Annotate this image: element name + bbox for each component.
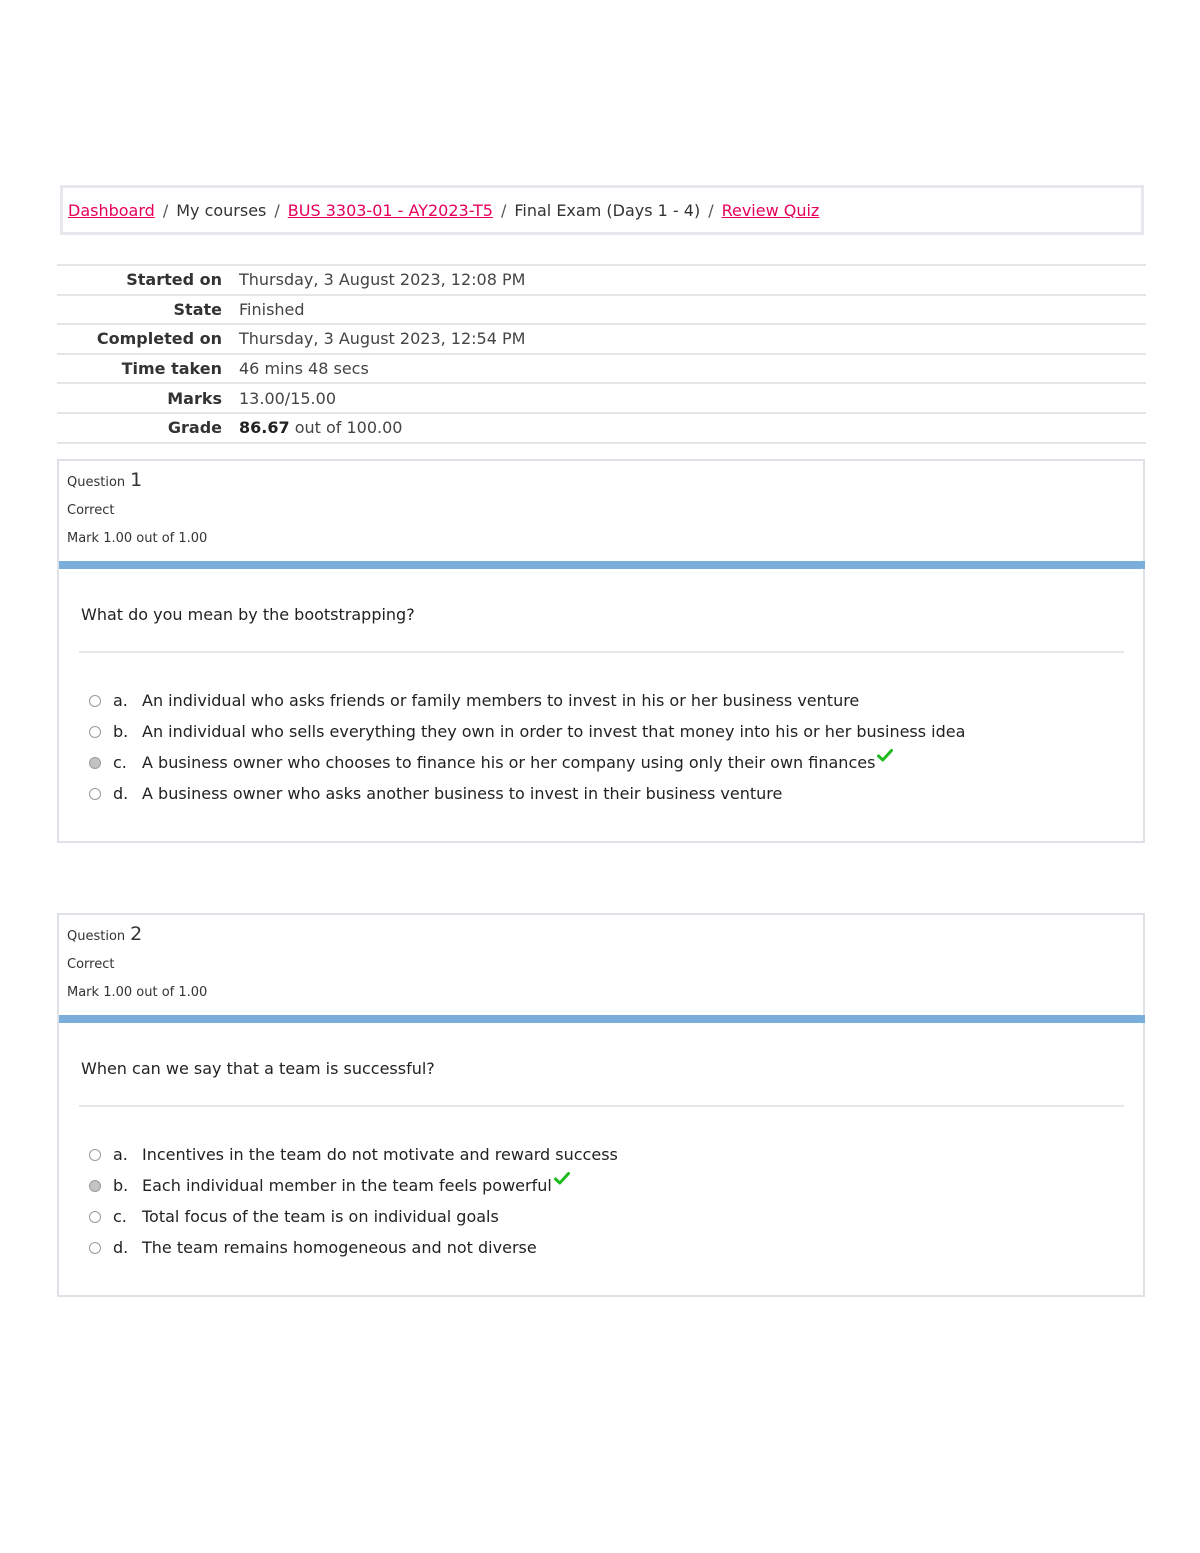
grade-score: 86.67: [239, 418, 290, 438]
answer-letter: b.: [113, 722, 129, 741]
answer-radio-selected[interactable]: [89, 1180, 101, 1192]
summary-row-marks: [57, 383, 1146, 413]
grade-out-of: out of 100.00: [294, 418, 403, 438]
answer-text: Incentives in the team do not motivate and reward success: [142, 1145, 618, 1164]
question-info: [67, 469, 207, 553]
answer-letter: a.: [113, 1145, 128, 1164]
check-icon: [877, 747, 893, 766]
summary-label: Grade: [167, 418, 222, 438]
breadcrumb-review-link[interactable]: Review Quiz: [721, 200, 820, 220]
answer-option: [89, 1201, 618, 1232]
answer-radio[interactable]: [89, 1149, 101, 1161]
summary-label: Time taken: [121, 359, 222, 379]
question-card: [57, 459, 1145, 843]
answer-option: [89, 685, 965, 716]
question-label: Question: [67, 929, 126, 944]
summary-value: 13.00/15.00: [239, 388, 336, 408]
summary-label: Marks: [167, 388, 222, 408]
attempt-summary-table: [57, 264, 1146, 444]
summary-row-time: [57, 354, 1146, 384]
answer-radio[interactable]: [89, 1242, 101, 1254]
question-number: [67, 469, 207, 495]
answer-option-selected: [89, 747, 965, 778]
answer-text: A business owner who chooses to finance his or her company using only their own finances: [142, 753, 876, 772]
answer-option: [89, 716, 965, 747]
answer-option-selected: [89, 1170, 618, 1201]
answer-option: [89, 1139, 618, 1170]
check-icon: [554, 1170, 570, 1189]
breadcrumb-separator: /: [708, 200, 714, 220]
answer-text: An individual who sells everything they own in order to invest that money into his or her business idea: [142, 722, 966, 741]
answer-radio[interactable]: [89, 788, 101, 800]
question-text: When can we say that a team is successful?: [81, 1059, 435, 1078]
answer-radio-selected[interactable]: [89, 757, 101, 769]
question-mark: Mark 1.00 out of 1.00: [67, 985, 208, 1000]
question-label: Question: [67, 475, 126, 490]
answer-radio[interactable]: [89, 1211, 101, 1223]
breadcrumb-dashboard-link[interactable]: Dashboard: [68, 200, 155, 220]
question-content: [59, 561, 1145, 843]
answer-list: [89, 685, 965, 809]
breadcrumb: [60, 185, 1144, 235]
question-number: [67, 923, 207, 949]
question-card: [57, 913, 1145, 1297]
summary-value: 46 mins 48 secs: [239, 359, 369, 379]
answer-radio[interactable]: [89, 695, 101, 707]
summary-value: [239, 413, 1146, 443]
answer-text: The team remains homogeneous and not diverse: [142, 1238, 537, 1257]
summary-row-completed: [57, 324, 1146, 354]
summary-row-grade: [57, 413, 1146, 443]
question-content: [59, 1015, 1145, 1297]
summary-value: Thursday, 3 August 2023, 12:08 PM: [239, 270, 526, 290]
question-divider: [79, 1105, 1124, 1107]
answer-letter: a.: [113, 691, 128, 710]
answer-letter: d.: [113, 784, 129, 803]
question-divider: [79, 651, 1124, 653]
question-state: Correct: [67, 503, 115, 518]
answer-text: Total focus of the team is on individual goals: [142, 1207, 499, 1226]
summary-value: Thursday, 3 August 2023, 12:54 PM: [239, 329, 526, 349]
answer-text: An individual who asks friends or family members to invest in his or her business venture: [142, 691, 860, 710]
answer-letter: c.: [113, 753, 127, 772]
breadcrumb-separator: /: [274, 200, 280, 220]
summary-row-started: [57, 265, 1146, 295]
answer-text: A business owner who asks another business to invest in their business venture: [142, 784, 783, 803]
breadcrumb-my-courses: My courses: [176, 200, 267, 220]
question-mark: Mark 1.00 out of 1.00: [67, 531, 208, 546]
answer-radio[interactable]: [89, 726, 101, 738]
summary-label: State: [173, 299, 222, 319]
question-number-value: 2: [130, 923, 143, 945]
answer-letter: c.: [113, 1207, 127, 1226]
summary-label: Started on: [126, 270, 222, 290]
answer-option: [89, 1232, 618, 1263]
breadcrumb-course-link[interactable]: BUS 3303-01 - AY2023-T5: [287, 200, 493, 220]
breadcrumb-separator: /: [162, 200, 169, 220]
question-state: Correct: [67, 957, 115, 972]
answer-list: [89, 1139, 618, 1263]
question-number-value: 1: [130, 469, 143, 491]
breadcrumb-exam: Final Exam (Days 1 - 4): [514, 200, 701, 220]
answer-text: Each individual member in the team feels powerful: [142, 1176, 552, 1195]
answer-letter: b.: [113, 1176, 129, 1195]
question-text: What do you mean by the bootstrapping?: [81, 605, 415, 624]
summary-value: Finished: [239, 299, 305, 319]
summary-label: Completed on: [96, 329, 222, 349]
answer-option: [89, 778, 965, 809]
answer-letter: d.: [113, 1238, 129, 1257]
question-info: [67, 923, 207, 1007]
breadcrumb-separator: /: [500, 200, 507, 220]
summary-row-state: [57, 295, 1146, 325]
